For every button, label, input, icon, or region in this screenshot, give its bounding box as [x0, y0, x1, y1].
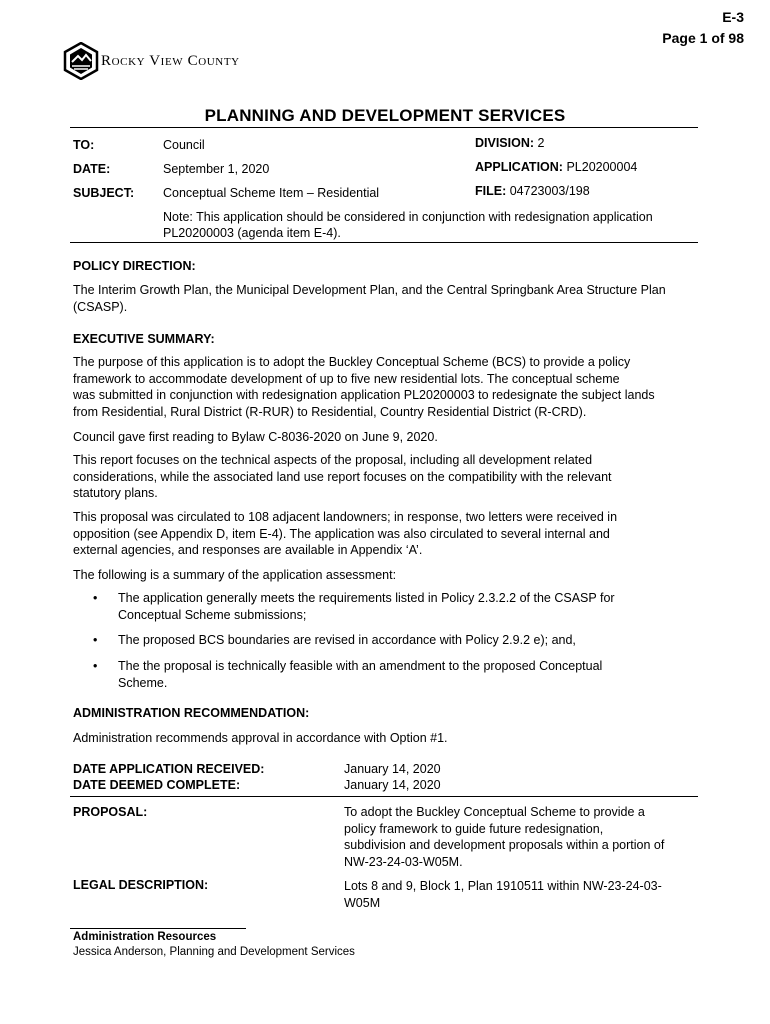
- application-value: PL20200004: [566, 160, 638, 174]
- page-number: Page 1 of 98: [662, 30, 744, 46]
- policy-line: (CSASP).: [73, 299, 128, 314]
- policy-line: The Interim Growth Plan, the Municipal Development Plan, and the Central Springbank Area Structure Plan: [73, 283, 666, 297]
- footer-heading: Administration Resources: [73, 931, 217, 943]
- footer-rule: [70, 928, 246, 929]
- complete-label: DATE DEEMED COMPLETE:: [73, 778, 241, 792]
- date-value: September 1, 2020: [163, 162, 270, 176]
- exec-paragraph-5: The following is a summary of the application assessment:: [73, 568, 397, 582]
- to-label: TO:: [73, 138, 95, 152]
- bullet-line: Scheme.: [118, 675, 168, 690]
- memo-note-line: Note: This application should be considered in conjunction with redesignation application: [163, 210, 653, 224]
- legal-line: W05M: [344, 895, 381, 910]
- proposal-line: NW-23-24-03-W05M.: [344, 854, 463, 869]
- admin-heading: ADMINISTRATION RECOMMENDATION:: [73, 706, 310, 720]
- division-field: [475, 136, 544, 150]
- exec-line: statutory plans.: [73, 486, 158, 500]
- footer-text: Jessica Anderson, Planning and Development Services: [73, 946, 355, 958]
- exec-line: The purpose of this application is to adopt the Buckley Conceptual Scheme (BCS) to provide a policy: [73, 355, 631, 369]
- assessment-bullet: [93, 590, 683, 624]
- exec-paragraph-2: Council gave first reading to Bylaw C-8036-2020 on June 9, 2020.: [73, 430, 438, 444]
- application-label: APPLICATION:: [475, 160, 563, 174]
- policy-heading: POLICY DIRECTION:: [73, 259, 196, 273]
- page-ref: E-3: [722, 9, 744, 25]
- file-value: 04723003/198: [509, 184, 590, 198]
- date-label: DATE:: [73, 162, 111, 176]
- file-field: [475, 184, 590, 198]
- bullet-dot: •: [93, 633, 98, 647]
- proposal-label: PROPOSAL:: [73, 805, 148, 819]
- bullet-line: Conceptual Scheme submissions;: [118, 607, 307, 622]
- application-field: [475, 160, 637, 174]
- division-value: 2: [537, 136, 545, 150]
- page-title: PLANNING AND DEVELOPMENT SERVICES: [204, 106, 566, 125]
- bullet-dot: •: [93, 659, 98, 673]
- received-value: January 14, 2020: [344, 762, 441, 776]
- county-emblem-icon: [63, 42, 99, 80]
- memo-note: [163, 210, 708, 241]
- assessment-bullet: [93, 632, 683, 650]
- county-name: Rocky View County: [101, 53, 240, 69]
- received-label: DATE APPLICATION RECEIVED:: [73, 762, 265, 776]
- proposal-text: [344, 804, 704, 870]
- policy-text: [73, 282, 701, 315]
- admin-text: Administration recommends approval in accordance with Option #1.: [73, 731, 448, 745]
- proposal-line: To adopt the Buckley Conceptual Scheme to provide a: [344, 805, 645, 819]
- bullet-line: The proposed BCS boundaries are revised in accordance with Policy 2.9.2 e); and,: [118, 633, 576, 647]
- exec-line: opposition (see Appendix D, item E-4). The application was also circulated to several internal and: [73, 526, 610, 541]
- to-value: Council: [163, 138, 205, 152]
- county-logo: [63, 42, 283, 80]
- exec-paragraph-1: [73, 354, 701, 420]
- exec-line: framework to accommodate development of up to five new residential lots. The conceptual scheme: [73, 371, 620, 386]
- exec-heading: EXECUTIVE SUMMARY:: [73, 332, 215, 346]
- legal-line: Lots 8 and 9, Block 1, Plan 1910511 within NW-23-24-03-: [344, 879, 662, 893]
- exec-line: This report focuses on the technical aspects of the proposal, including all development related: [73, 453, 593, 467]
- exec-paragraph-4: [73, 509, 701, 559]
- proposal-line: policy framework to guide future redesignation,: [344, 821, 604, 836]
- exec-line: external agencies, and responses are available in Appendix ‘A’.: [73, 543, 423, 557]
- legal-text: [344, 878, 704, 911]
- subject-label: SUBJECT:: [73, 186, 135, 200]
- exec-paragraph-3: [73, 452, 701, 502]
- bullet-line: The the proposal is technically feasible with an amendment to the proposed Conceptual: [118, 659, 603, 673]
- exec-line: was submitted in conjunction with redesignation application PL20200003 to redesignate the subject lands: [73, 388, 655, 402]
- subject-value: Conceptual Scheme Item – Residential: [163, 186, 380, 200]
- file-label: FILE:: [475, 184, 507, 198]
- bullet-line: The application generally meets the requirements listed in Policy 2.3.2.2 of the CSASP for: [118, 591, 615, 605]
- division-label: DIVISION:: [475, 136, 535, 150]
- proposal-line: subdivision and development proposals within a portion of: [344, 838, 665, 852]
- exec-line: considerations, while the associated land use report focuses on the compatibility with the relevant: [73, 469, 612, 484]
- assessment-bullet: [93, 658, 683, 692]
- title-rule: [70, 127, 698, 128]
- exec-line: from Residential, Rural District (R-RUR) to Residential, Country Residential District (R-CRD).: [73, 404, 587, 419]
- exec-line: This proposal was circulated to 108 adjacent landowners; in response, two letters were received in: [73, 510, 618, 524]
- memo-note-line: PL20200003 (agenda item E-4).: [163, 225, 341, 240]
- complete-value: January 14, 2020: [344, 778, 441, 792]
- bullet-dot: •: [93, 591, 98, 605]
- legal-label: LEGAL DESCRIPTION:: [73, 878, 209, 892]
- dates-rule: [70, 796, 698, 797]
- memo-rule: [70, 242, 698, 243]
